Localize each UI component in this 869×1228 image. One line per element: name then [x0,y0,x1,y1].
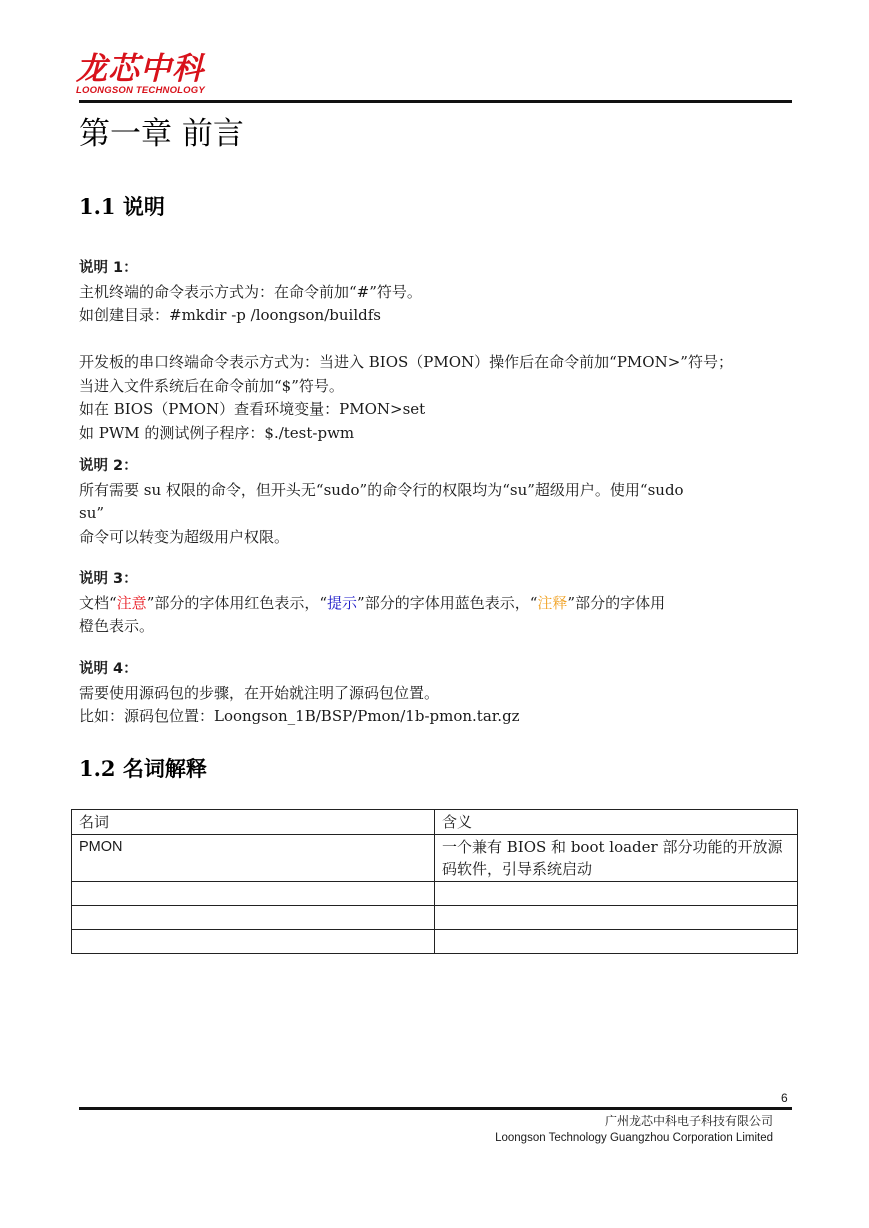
note-3-orange-word: 注释 [537,593,568,612]
header-divider [79,100,792,103]
note-1-line: 当进入文件系统后在命令前加“$”符号。 [79,376,344,395]
footer-divider [79,1107,792,1110]
note-3-text: ”部分的字体用蓝色表示，“ [357,593,538,612]
note-1-line: 如 PWM 的测试例子程序：$./test-pwm [79,423,355,442]
note-1-line: 开发板的串口终端命令表示方式为：当进入 BIOS（PMON）操作后在命令前加“PMON>”符号； [79,353,733,371]
note-2-line: 命令可以转变为超级用户权限。 [79,527,290,546]
table-cell [435,906,798,930]
table-header-row [72,810,798,835]
section-title-1-2: 1.2 名词解释 [79,756,207,781]
note-2 [79,455,795,549]
table-cell [435,882,798,906]
table-cell: 一个兼有 BIOS 和 boot loader 部分功能的开放源码软件，引导系统启动 [435,835,798,882]
note-1-line: 如在 BIOS（PMON）查看环境变量：PMON>set [79,400,426,418]
section-title-1-1: 1.1 说明 [79,194,165,219]
note-1-label: 说明 1： [79,260,138,276]
note-3-text: ”部分的字体用 [567,593,666,612]
glossary-table [71,809,798,954]
company-logo [76,52,205,96]
logo-chinese-text: 龙芯中科 [76,51,204,87]
chapter-title: 第一章 前言 [79,116,244,152]
note-4-label: 说明 4： [79,661,138,677]
table-header-cell: 含义 [435,810,798,835]
table-row [72,906,798,930]
note-2-label: 说明 2： [79,458,138,474]
note-3-blue-word: 提示 [327,593,358,612]
table-row [72,882,798,906]
note-1 [79,257,795,445]
table-cell [72,906,435,930]
table-header-cell: 名词 [72,810,435,835]
table-cell [435,930,798,954]
note-1-blank-line [79,328,795,352]
note-3-text: 文档“ [79,593,117,612]
note-4 [79,658,795,729]
footer-company-cn: 广州龙芯中科电子科技有限公司 [604,1114,773,1128]
note-3-line-2: 橙色表示。 [79,617,155,635]
note-4-line: 需要使用源码包的步骤，在开始就注明了源码包位置。 [79,683,440,702]
table-cell [72,930,435,954]
table-row [72,930,798,954]
note-1-line: 如创建目录：#mkdir -p /loongson/buildfs [79,306,381,324]
page-number: 6 [781,1091,788,1105]
table-cell [72,882,435,906]
footer-company-en: Loongson Technology Guangzhou Corporation Limited [495,1132,773,1144]
table-row [72,835,798,882]
note-3-line-1 [79,592,795,616]
note-2-line: 所有需要 su 权限的命令，但开头无“sudo”的命令行的权限均为“su”超级用户。使用“sudo [79,480,684,499]
note-2-line: su” [79,504,105,522]
note-3-label: 说明 3： [79,571,138,587]
note-4-line: 比如：源码包位置：Loongson_1B/BSP/Pmon/1b-pmon.tar.gz [79,707,520,725]
note-3-red-word: 注意 [116,593,147,612]
note-3-text: ”部分的字体用红色表示，“ [146,593,328,612]
table-cell: PMON [72,835,435,882]
note-1-line: 主机终端的命令表示方式为：在命令前加“#”符号。 [79,282,422,301]
logo-english-text: LOONGSON TECHNOLOGY [76,85,205,96]
note-3 [79,568,795,639]
